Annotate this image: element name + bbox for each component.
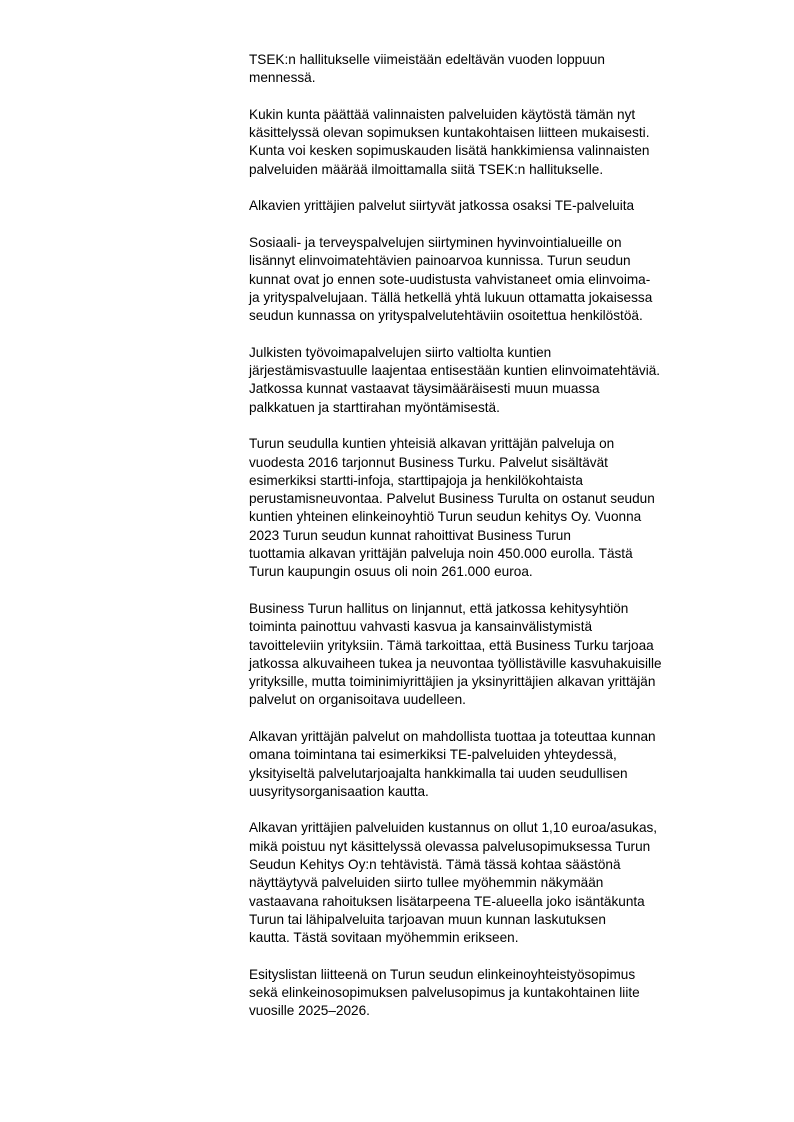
text-line: kuntien yhteinen elinkeinoyhtiö Turun seudun kehitys Oy. Vuonna (249, 509, 642, 525)
paragraph-optional-services (249, 106, 749, 179)
text-line: palkkatuen ja starttirahan myöntämisestä. (249, 399, 500, 415)
paragraph-employment-services (249, 344, 749, 417)
text-line: Turun tai lähipalveluita tarjoavan muun kunnan laskutuksen (249, 911, 606, 927)
text-line: näyttäytyvä palveluiden siirto tullee myöhemmin näkymään (249, 875, 604, 891)
text-line: esimerkiksi startti-infoja, starttipajoja ja henkilökohtaista (249, 472, 583, 488)
text-line: yrityksille, mutta toiminimiyrittäjien ja yksinyrittäjien alkavan yrittäjän (249, 674, 656, 690)
text-line: palveluiden määrää ilmoittamalla siitä TSEK:n hallitukselle. (249, 161, 604, 177)
text-line: mennessä. (249, 70, 316, 86)
paragraph-social-health-services (249, 234, 749, 325)
text-line: vastaavana rahoituksen lisätarpeena TE-alueella joko isäntäkunta (249, 893, 645, 909)
text-line: Kunta voi kesken sopimuskauden lisätä hankkimiensa valinnaisten (249, 143, 650, 159)
paragraph-tsek-deadline (249, 51, 749, 88)
text-line: tuottamia alkavan yrittäjän palveluja noin 450.000 eurolla. Tästä (249, 546, 633, 562)
text-line: Jatkossa kunnat vastaavat täysimääräisesti muun muassa (249, 381, 600, 397)
text-line: ja yrityspalvelujaan. Tällä hetkellä yhtä lukuun ottamatta jokaisessa (249, 289, 653, 305)
text-line: Sosiaali- ja terveyspalvelujen siirtyminen hyvinvointialueille on (249, 234, 622, 250)
text-line: Esityslistan liitteenä on Turun seudun elinkeinoyhteistyösopimus (249, 966, 636, 982)
paragraph-business-turku-policy (249, 600, 749, 710)
text-line: 2023 Turun seudun kunnat rahoittivat Business Turun (249, 527, 571, 543)
paragraph-service-cost (249, 819, 749, 947)
text-line: lisännyt elinvoimatehtävien painoarvoa kunnissa. Turun seudun (249, 253, 631, 269)
text-line: Julkisten työvoimapalvelujen siirto valtiolta kuntien (249, 344, 552, 360)
text-line: Turun seudulla kuntien yhteisiä alkavan yrittäjän palveluja on (249, 436, 615, 452)
text-line: Alkavan yrittäjän palvelut on mahdollista tuottaa ja toteuttaa kunnan (249, 728, 656, 744)
text-line: kunnat ovat jo ennen sote-uudistusta vahvistaneet omia elinvoima- (249, 271, 651, 287)
text-line: Alkavan yrittäjien palveluiden kustannus on ollut 1,10 euroa/asukas, (249, 820, 658, 836)
text-line: kautta. Tästä sovitaan myöhemmin erikseen. (249, 930, 519, 946)
document-body (249, 51, 749, 1039)
text-line: perustamisneuvontaa. Palvelut Business Turulta on ostanut seudun (249, 491, 655, 507)
paragraph-attachments (249, 966, 749, 1021)
text-line: Kukin kunta päättää valinnaisten palveluiden käytöstä tämän nyt (249, 106, 636, 122)
text-line: jatkossa alkuvaiheen tukea ja neuvontaa työllistäville kasvuhakuisille (249, 655, 662, 671)
paragraph-business-turku-history (249, 435, 749, 581)
text-line: yksityiseltä palvelutarjoajalta hankkimalla tai uuden seudullisen (249, 765, 628, 781)
text-line: uusyritysorganisaation kautta. (249, 783, 429, 799)
text-line: Business Turun hallitus on linjannut, että jatkossa kehitysyhtiön (249, 600, 629, 616)
heading-text: Alkavien yrittäjien palvelut siirtyvät jatkossa osaksi TE-palveluita (249, 198, 635, 214)
text-line: tavoitteleviin yrityksiin. Tämä tarkoittaa, että Business Turku tarjoaa (249, 637, 654, 653)
text-line: toiminta painottuu vahvasti kasvua ja kansainvälistymistä (249, 619, 593, 635)
text-line: Turun kaupungin osuus oli noin 261.000 euroa. (249, 564, 533, 580)
text-line: omana toimintana tai esimerkiksi TE-palveluiden yhteydessä, (249, 747, 617, 763)
text-line: sekä elinkeinosopimuksen palvelusopimus ja kuntakohtainen liite (249, 985, 640, 1001)
text-line: seudun kunnassa on yrityspalvelutehtäviin osoitettua henkilöstöä. (249, 308, 643, 324)
text-line: mikä poistuu nyt käsittelyssä olevassa palvelusopimuksessa Turun (249, 838, 651, 854)
text-line: palvelut on organisoitava uudelleen. (249, 692, 466, 708)
section-heading (249, 197, 749, 215)
text-line: käsittelyssä olevan sopimuksen kuntakohtaisen liitteen mukaisesti. (249, 125, 650, 141)
text-line: vuosille 2025–2026. (249, 1003, 370, 1019)
text-line: järjestämisvastuulle laajentaa entisestään kuntien elinvoimatehtäviä. (249, 363, 661, 379)
paragraph-service-options (249, 728, 749, 801)
text-line: TSEK:n hallitukselle viimeistään edeltävän vuoden loppuun (249, 52, 605, 67)
text-line: vuodesta 2016 tarjonnut Business Turku. Palvelut sisältävät (249, 454, 608, 470)
text-line: Seudun Kehitys Oy:n tehtävistä. Tämä tässä kohtaa säästönä (249, 857, 621, 873)
